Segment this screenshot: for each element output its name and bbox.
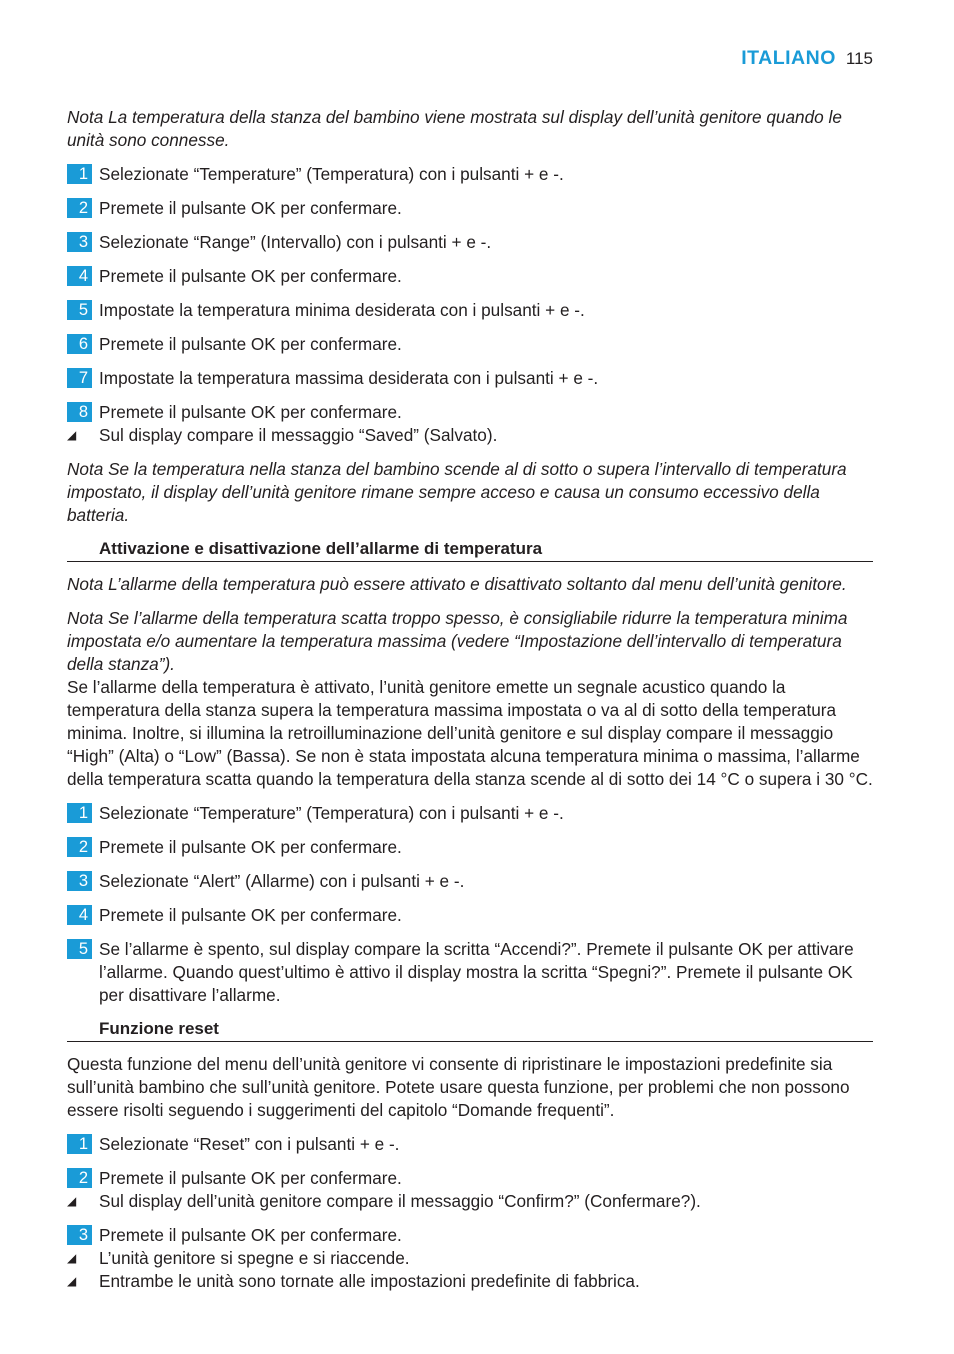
step-text: Selezionate “Temperature” (Temperatura) con i pulsanti + e -. — [99, 803, 564, 823]
step-text: Impostate la temperatura massima desiderata con i pulsanti + e -. — [99, 368, 599, 388]
section-heading-reset: Funzione reset — [67, 1018, 873, 1042]
result-triangle-icon: ◢ — [67, 428, 77, 442]
step-number: 4 — [67, 266, 92, 286]
step-item — [67, 265, 873, 288]
result-text: L’unità genitore si spegne e si riaccende. — [99, 1248, 410, 1268]
step-text: Premete il pulsante OK per confermare. — [99, 266, 402, 286]
result-text: Entrambe le unità sono tornate alle impostazioni predefinite di fabbrica. — [99, 1271, 640, 1291]
result-item — [67, 1247, 873, 1270]
step-item — [67, 1133, 873, 1156]
step-text: Selezionate “Temperature” (Temperatura) con i pulsanti + e -. — [99, 164, 564, 184]
step-item — [67, 836, 873, 859]
section-heading-temperature-alarm: Attivazione e disattivazione dell’allarme di temperatura — [67, 538, 873, 562]
step-item — [67, 163, 873, 186]
step-number: 3 — [67, 1225, 92, 1245]
steps-temperature-alarm — [67, 802, 873, 1007]
step-number: 1 — [67, 164, 92, 184]
note-alarm-frequency: Nota Se l’allarme della temperatura scatta troppo spesso, è consigliabile ridurre la temperatura minima impostata e/o aumentare la temperatura massima (vedere “Impostazione dell’intervallo di temperatura della stanza”). — [67, 608, 848, 674]
step-text: Premete il pulsante OK per confermare. — [99, 837, 402, 857]
step-item — [67, 802, 873, 825]
step-text: Selezionate “Range” (Intervallo) con i pulsanti + e -. — [99, 232, 492, 252]
result-item — [67, 1270, 873, 1293]
result-item — [67, 424, 873, 447]
step-item — [67, 231, 873, 254]
steps-reset — [67, 1133, 873, 1293]
step-text: Premete il pulsante OK per confermare. — [99, 1225, 402, 1245]
result-triangle-icon: ◢ — [67, 1251, 77, 1265]
result-text: Sul display compare il messaggio “Saved” (Salvato). — [99, 425, 498, 445]
step-number: 5 — [67, 939, 92, 959]
step-item — [67, 197, 873, 220]
note-room-temperature: Nota La temperatura della stanza del bambino viene mostrata sul display dell’unità genitore quando le unità sono connesse. — [67, 107, 842, 150]
step-text: Premete il pulsante OK per confermare. — [99, 402, 402, 422]
step-number: 1 — [67, 1134, 92, 1154]
step-item — [67, 333, 873, 356]
step-item — [67, 1224, 873, 1247]
step-text: Premete il pulsante OK per confermare. — [99, 198, 402, 218]
paragraph-reset-description: Questa funzione del menu dell’unità genitore vi consente di ripristinare le impostazioni predefinite sia sull’unità bambino che sull’unità genitore. Potete usare questa funzione, per problemi che non possono essere risolti seguendo i suggerimenti del capitolo “Domande frequenti”. — [67, 1054, 850, 1120]
step-number: 2 — [67, 837, 92, 857]
result-triangle-icon: ◢ — [67, 1274, 77, 1288]
step-item — [67, 938, 873, 1007]
page-content — [67, 106, 873, 1293]
step-number: 6 — [67, 334, 92, 354]
step-number: 4 — [67, 905, 92, 925]
result-text: Sul display dell’unità genitore compare il messaggio “Confirm?” (Confermare?). — [99, 1191, 701, 1211]
result-triangle-icon: ◢ — [67, 1194, 77, 1208]
step-number: 5 — [67, 300, 92, 320]
step-item — [67, 299, 873, 322]
step-text: Selezionate “Alert” (Allarme) con i pulsanti + e -. — [99, 871, 465, 891]
page-header — [741, 47, 873, 70]
step-item — [67, 904, 873, 927]
step-number: 8 — [67, 402, 92, 422]
step-item — [67, 367, 873, 390]
step-item — [67, 1167, 873, 1190]
note-alarm-menu: Nota L’allarme della temperatura può essere attivato e disattivato soltanto dal menu dell’unità genitore. — [67, 574, 847, 594]
step-number: 1 — [67, 803, 92, 823]
step-number: 2 — [67, 1168, 92, 1188]
note-battery-consumption: Nota Se la temperatura nella stanza del bambino scende al di sotto o supera l’intervallo di temperatura impostato, il display dell’unità genitore rimane sempre acceso e causa un consumo eccessivo della batteria. — [67, 459, 847, 525]
result-item — [67, 1190, 873, 1213]
step-text: Premete il pulsante OK per confermare. — [99, 334, 402, 354]
step-text: Premete il pulsante OK per confermare. — [99, 1168, 402, 1188]
step-text: Premete il pulsante OK per confermare. — [99, 905, 402, 925]
step-number: 2 — [67, 198, 92, 218]
step-item — [67, 401, 873, 424]
step-number: 3 — [67, 232, 92, 252]
step-item — [67, 870, 873, 893]
step-text: Selezionate “Reset” con i pulsanti + e -. — [99, 1134, 400, 1154]
step-number: 3 — [67, 871, 92, 891]
step-text: Se l’allarme è spento, sul display compare la scritta “Accendi?”. Premete il pulsante OK per attivare l’allarme. Quando quest’ultimo è attivo il display mostra la scritta “Spegni?”. Premete il pulsante OK per disattivare l’allarme. — [99, 939, 854, 1005]
step-number: 7 — [67, 368, 92, 388]
steps-temperature-range — [67, 163, 873, 447]
page-number: 115 — [845, 49, 873, 68]
paragraph-alarm-description: Se l’allarme della temperatura è attivato, l’unità genitore emette un segnale acustico quando la temperatura della stanza supera la temperatura massima impostata o va al di sotto della temperatura minima. Inoltre, si illumina la retroilluminazione dell’unità genitore e sul display compare il messaggio “High” (Alta) o “Low” (Bassa). Se non è stata impostata alcuna temperatura minima o massima, l’allarme della temperatura scatta quando la temperatura della stanza scende al di sotto dei 14 °C o supera i 30 °C. — [67, 677, 873, 789]
language-label: ITALIANO — [741, 47, 836, 69]
step-text: Impostate la temperatura minima desiderata con i pulsanti + e -. — [99, 300, 585, 320]
